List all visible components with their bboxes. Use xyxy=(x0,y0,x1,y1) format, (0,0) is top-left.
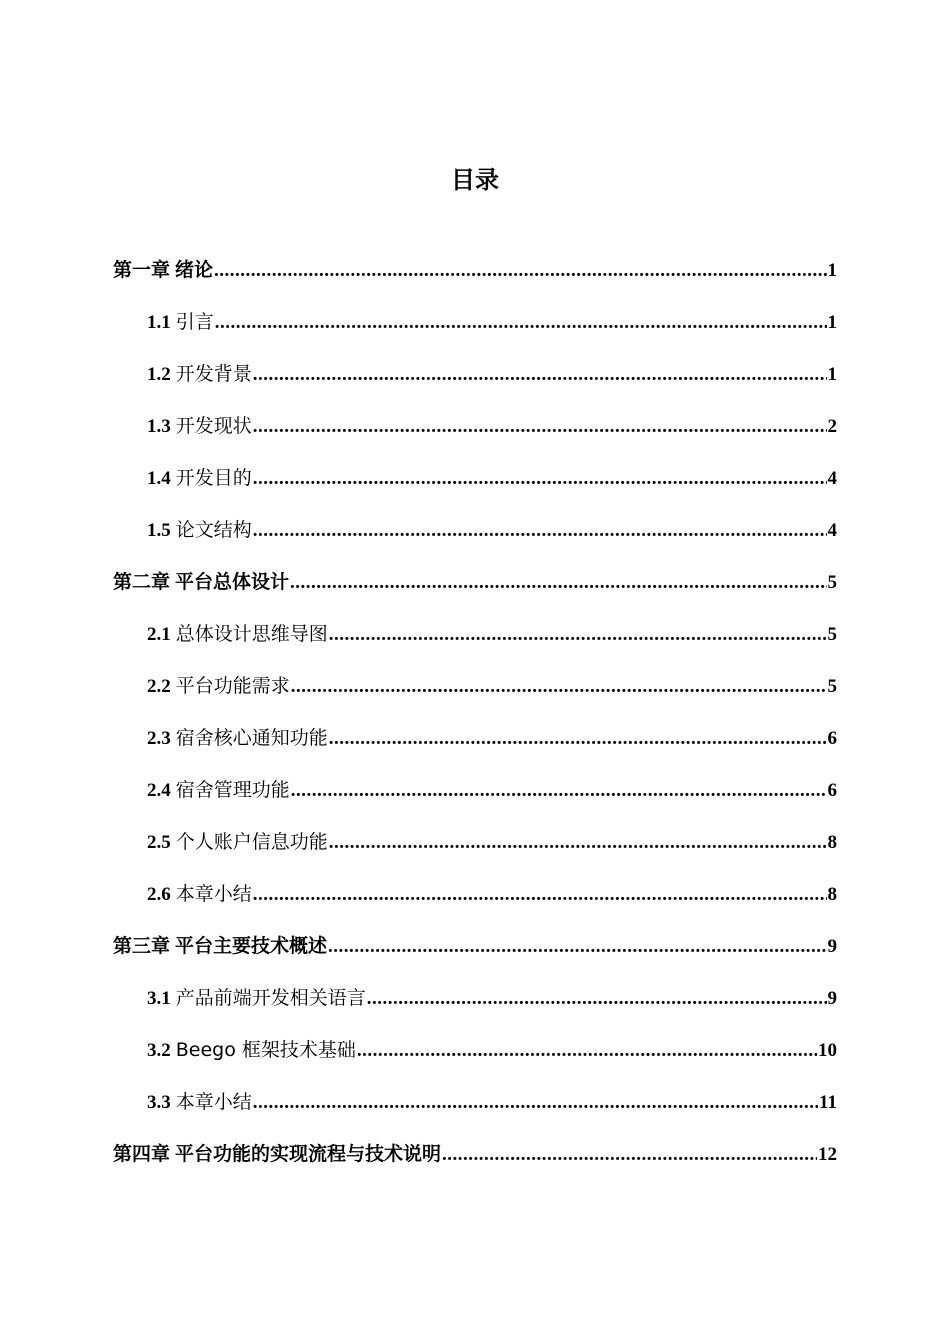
toc-entry[interactable] xyxy=(113,408,837,460)
toc-entry-label: 总体设计思维导图 xyxy=(175,623,328,645)
toc-leader-dots xyxy=(291,773,827,809)
toc-leader-dots xyxy=(357,1033,817,1069)
toc-leader-dots xyxy=(329,721,827,757)
toc-leader-dots xyxy=(290,565,826,601)
toc-leader-dots xyxy=(214,253,826,289)
toc-entry-label: 平台总体设计 xyxy=(175,571,290,593)
toc-entry-page: 1 xyxy=(827,312,837,333)
toc-leader-dots xyxy=(253,409,827,445)
toc-entry-page: 4 xyxy=(827,520,837,541)
toc-entry-page: 6 xyxy=(827,728,837,749)
toc-entry-number: 1.1 xyxy=(147,312,171,333)
toc-entry-page: 9 xyxy=(827,988,837,1009)
toc-leader-dots xyxy=(215,305,827,341)
toc-entry-label: 平台功能需求 xyxy=(175,675,290,697)
toc-entry[interactable] xyxy=(113,304,837,356)
toc-entry[interactable] xyxy=(113,928,837,980)
toc-entry[interactable] xyxy=(113,460,837,512)
toc-entry-page: 8 xyxy=(827,884,837,905)
toc-leader-dots xyxy=(329,617,827,653)
toc-entry-number: 第二章 xyxy=(113,572,171,593)
toc-entry-number: 1.4 xyxy=(147,468,171,489)
toc-leader-dots xyxy=(291,669,827,705)
toc-entry-label: 论文结构 xyxy=(175,519,252,541)
toc-entry-label: 绪论 xyxy=(175,259,214,281)
toc-entry-page: 12 xyxy=(818,1144,837,1165)
toc-entry[interactable] xyxy=(113,1084,837,1136)
toc-leader-dots xyxy=(253,513,827,549)
toc-leader-dots xyxy=(253,1085,818,1121)
toc-entry-page: 5 xyxy=(827,624,837,645)
toc-entry-page: 1 xyxy=(827,260,837,281)
toc-entry-label: 引言 xyxy=(175,311,214,333)
toc-entry[interactable] xyxy=(113,356,837,408)
toc-leader-dots xyxy=(253,877,827,913)
toc-entry-page: 5 xyxy=(827,676,837,697)
toc-entry-number: 2.2 xyxy=(147,676,171,697)
toc-entry-label: 宿舍核心通知功能 xyxy=(175,727,328,749)
toc-entry-number: 2.3 xyxy=(147,728,171,749)
toc-entry-label: 开发背景 xyxy=(175,363,252,385)
toc-entry-page: 4 xyxy=(827,468,837,489)
toc-entry-number: 2.5 xyxy=(147,832,171,853)
toc-entry-number: 第四章 xyxy=(113,1144,171,1165)
toc-entry-number: 1.2 xyxy=(147,364,171,385)
toc-entry-number: 2.1 xyxy=(147,624,171,645)
toc-entry[interactable] xyxy=(113,616,837,668)
toc-entry-label: 平台主要技术概述 xyxy=(175,935,328,957)
toc-entry-page: 6 xyxy=(827,780,837,801)
toc-entry-page: 8 xyxy=(827,832,837,853)
toc-entry-number: 2.4 xyxy=(147,780,171,801)
toc-entry-label: 个人账户信息功能 xyxy=(175,831,328,853)
toc-entry-number: 2.6 xyxy=(147,884,171,905)
toc-entry[interactable] xyxy=(113,980,837,1032)
toc-leader-dots xyxy=(253,461,827,497)
toc-entry[interactable] xyxy=(113,564,837,616)
toc-entry-number: 3.1 xyxy=(147,988,171,1009)
toc-entry-label: 本章小结 xyxy=(175,1091,252,1113)
toc-entry-page: 10 xyxy=(818,1040,837,1061)
toc-leader-dots xyxy=(442,1137,817,1173)
toc-entry-label: 开发现状 xyxy=(175,415,252,437)
toc-entry-number: 第一章 xyxy=(113,260,171,281)
toc-leader-dots xyxy=(329,825,827,861)
toc-entry[interactable] xyxy=(113,772,837,824)
toc-entry-page: 9 xyxy=(827,936,837,957)
toc-entry[interactable] xyxy=(113,252,837,304)
toc-entry-label: 本章小结 xyxy=(175,883,252,905)
toc-entry-page: 11 xyxy=(819,1092,837,1113)
toc-entry-page: 5 xyxy=(827,572,837,593)
toc-list xyxy=(113,252,837,1188)
toc-entry-number: 3.3 xyxy=(147,1092,171,1113)
toc-entry[interactable] xyxy=(113,720,837,772)
toc-entry-number: 1.5 xyxy=(147,520,171,541)
toc-entry-label: 产品前端开发相关语言 xyxy=(175,987,366,1009)
toc-entry[interactable] xyxy=(113,668,837,720)
toc-title: 目录 xyxy=(451,166,499,194)
toc-entry-label: Beego 框架技术基础 xyxy=(175,1039,356,1061)
toc-entry-label: 开发目的 xyxy=(175,467,252,489)
toc-entry-label: 平台功能的实现流程与技术说明 xyxy=(175,1143,442,1165)
toc-entry-page: 2 xyxy=(827,416,837,437)
toc-entry[interactable] xyxy=(113,824,837,876)
toc-leader-dots xyxy=(328,929,826,965)
toc-entry-number: 1.3 xyxy=(147,416,171,437)
toc-entry-number: 3.2 xyxy=(147,1040,171,1061)
toc-entry-page: 1 xyxy=(827,364,837,385)
toc-entry[interactable] xyxy=(113,1032,837,1084)
toc-leader-dots xyxy=(253,357,827,393)
toc-entry-number: 第三章 xyxy=(113,936,171,957)
toc-entry-label: 宿舍管理功能 xyxy=(175,779,290,801)
toc-entry[interactable] xyxy=(113,512,837,564)
toc-leader-dots xyxy=(367,981,827,1017)
toc-entry[interactable] xyxy=(113,876,837,928)
toc-entry[interactable] xyxy=(113,1136,837,1188)
